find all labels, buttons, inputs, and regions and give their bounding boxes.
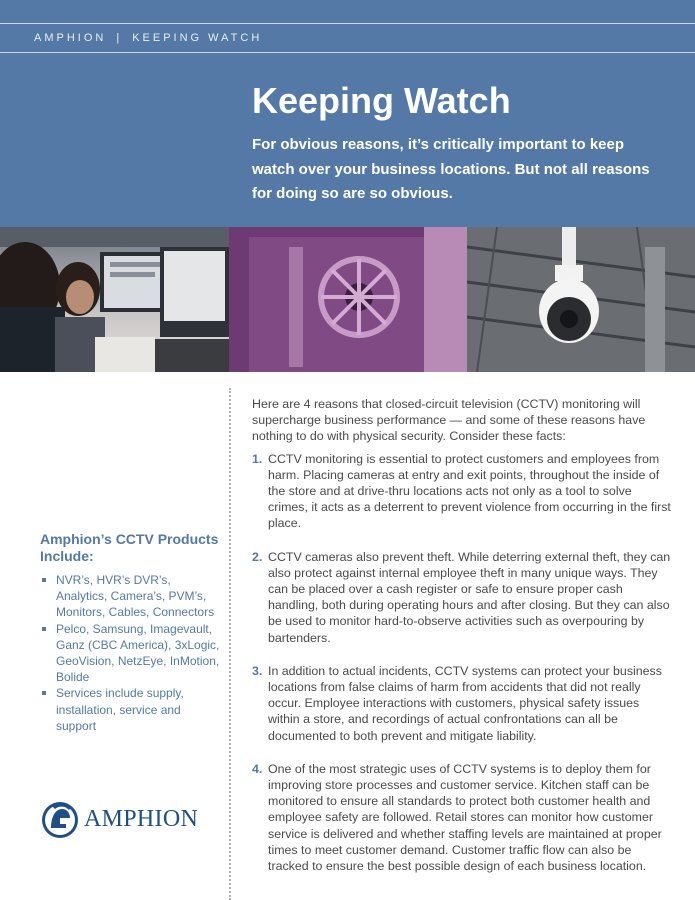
bullet-icon <box>42 578 46 582</box>
reason-item <box>252 663 672 744</box>
reason-item <box>252 549 672 646</box>
bullet-icon <box>42 627 46 631</box>
intro-paragraph: Here are 4 reasons that closed-circuit television (CCTV) monitoring will supercharge business performance — and some of these reasons have nothing to do with physical security. Consider these facts: <box>252 397 646 444</box>
brand-label: AMPHION <box>34 32 107 44</box>
list-item-text: Services include supply, installation, service and support <box>56 686 184 733</box>
top-bar <box>0 23 695 53</box>
section-label: KEEPING WATCH <box>132 32 263 44</box>
list-item-text: NVR’s, HVR’s DVR’s, Analytics, Camera’s, PVM’s, Monitors, Cables, Connectors <box>56 573 215 620</box>
column-divider <box>229 388 231 900</box>
amphion-helmet-icon <box>40 800 80 840</box>
logo-wordmark: AMPHION <box>84 806 199 832</box>
reason-text: CCTV monitoring is essential to protect customers and employees from harm. Placing cameras at entry and exit points, throughout the inside of the store and at drive-thru locations acts not only as a tool to solve crimes, it acts as a deterrent to prevent violence from occurring in the first place. <box>268 451 671 531</box>
products-list <box>40 572 220 734</box>
page-title: Keeping Watch <box>252 80 511 121</box>
reason-number: 2. <box>252 549 263 564</box>
top-bar-separator: | <box>116 32 123 44</box>
header-banner <box>0 0 695 227</box>
products-sidebar <box>40 531 220 734</box>
bullet-icon <box>42 691 46 695</box>
reason-number: 4. <box>252 761 263 776</box>
reason-text: One of the most strategic uses of CCTV systems is to deploy them for improving store processes and customer service. Kitchen staff can be monitored to ensure all standards to protect both customer health and employee safety are followed. Retail stores can monitor how customer service is delivered and whether staffing levels are maintained at proper times to meet customer demand. Customer traffic flow can also be tracked to ensure the best possible design of each business location. <box>268 761 662 874</box>
reason-item <box>252 761 672 874</box>
amphion-logo <box>40 800 200 840</box>
sidebar-heading: Amphion’s CCTV Products Include: <box>40 531 219 564</box>
main-content <box>252 396 672 874</box>
list-item <box>40 685 220 734</box>
reason-number: 3. <box>252 663 263 678</box>
reason-text: In addition to actual incidents, CCTV systems can protect your business locations from false claims of harm from accidents that did not really occur. Employee interactions with customers, physical safety issues within a store, and recordings of actual confrontations can all be documented to both prevent and mitigate liability. <box>268 663 662 743</box>
reason-text: CCTV cameras also prevent theft. While deterring external theft, they can also protect against internal employee theft in many unique ways. They can be placed over a cash register or safe to ensure proper cash handling, both during operating hours and after closing. But they can also be used to monitor hard-to-observe activities such as overpouring by bartenders. <box>268 549 671 645</box>
photo-strip <box>0 227 695 372</box>
list-item <box>40 572 220 621</box>
security-camera-photo <box>467 227 695 372</box>
page-subtitle: For obvious reasons, it’s critically important to keep watch over your business locations. But not all reasons for doing so are so obvious. <box>252 136 650 202</box>
vault-door-photo <box>229 227 467 372</box>
reason-item <box>252 451 672 532</box>
reason-number: 1. <box>252 451 263 466</box>
office-monitoring-photo <box>0 227 229 372</box>
list-item <box>40 621 220 686</box>
list-item-text: Pelco, Samsung, Imagevault, Ganz (CBC America), 3xLogic, GeoVision, NetzEye, InMotion, Bolide <box>56 621 220 685</box>
